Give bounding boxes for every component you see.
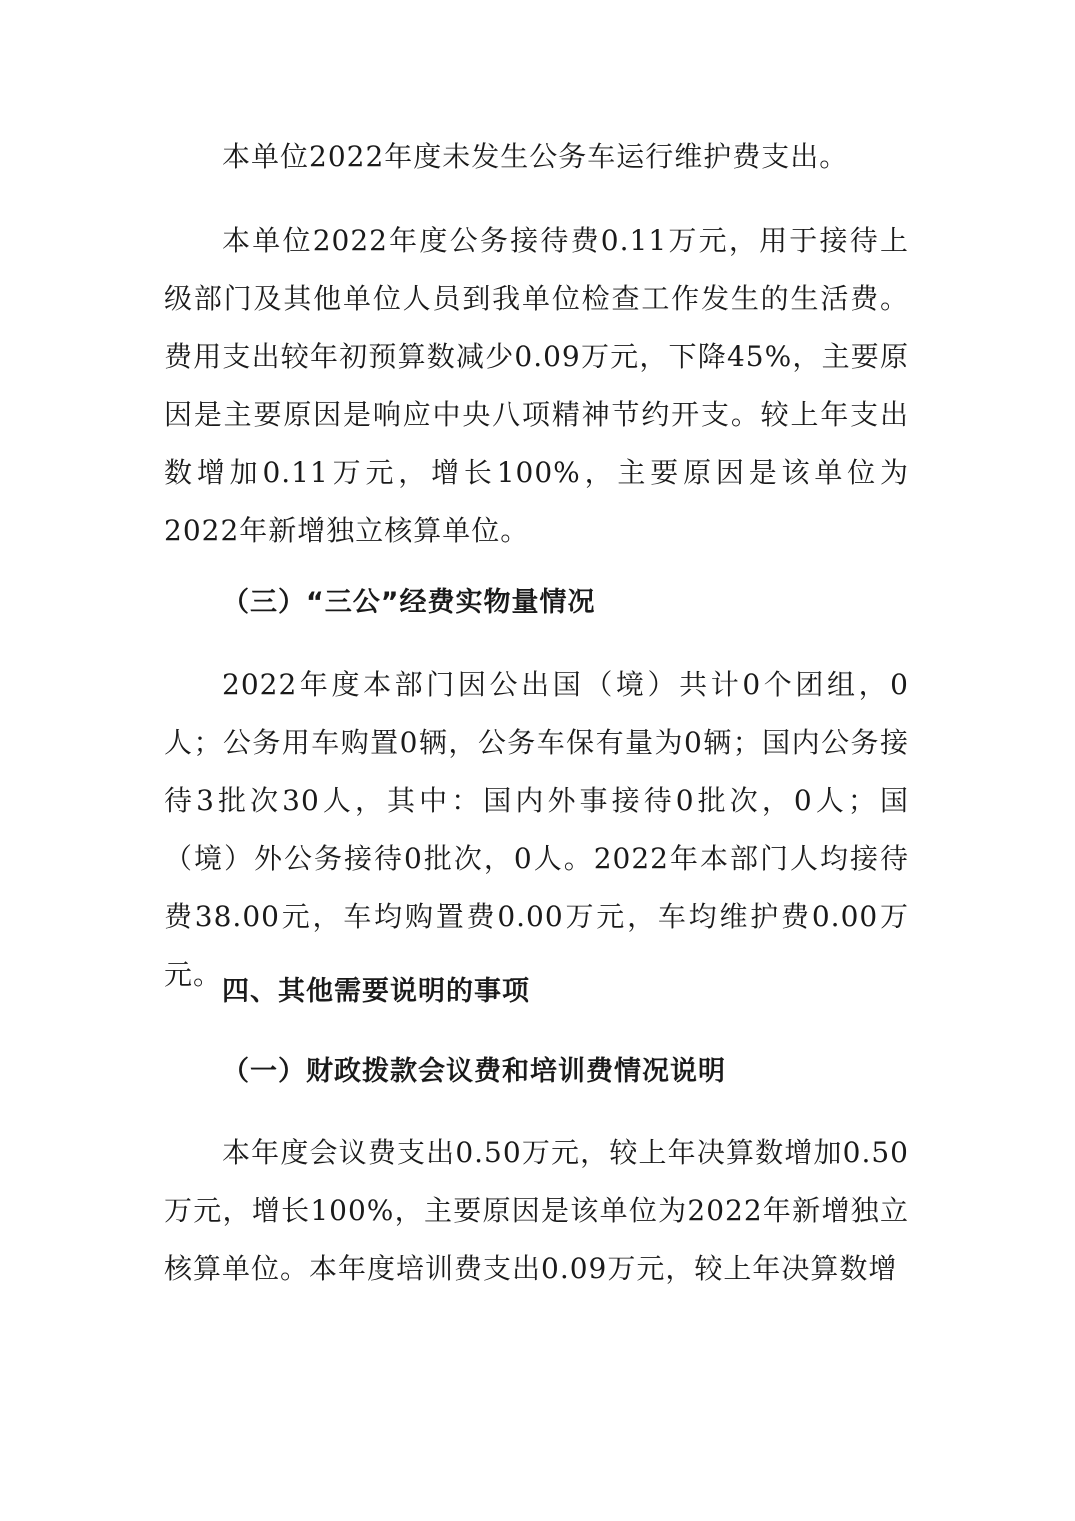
paragraph-physical-quantity: 2022年度本部门因公出国（境）共计0个团组，0人；公务用车购置0辆，公务车保有量为0辆；国内公务接待3批次30人，其中：国内外事接待0批次，0人；国（境）外公务接待0批次，0人。2022年本部门人均接待费38.00元，车均购置费0.00万元，车均维护费0.00万元。 (164, 668, 909, 991)
paragraph-vehicle-maintenance: 本单位2022年度未发生公务车运行维护费支出。 (222, 140, 849, 173)
paragraph-reception-expense: 本单位2022年度公务接待费0.11万元，用于接待上级部门及其他单位人员到我单位检查工作发生的生活费。费用支出较年初预算数减少0.09万元，下降45%，主要原因是主要原因是响应中央八项精神节约开支。较上年支出数增加0.11万元，增长100%，主要原因是该单位为2022年新增独立核算单位。 (164, 224, 909, 547)
section-heading-meeting-training: （一）财政拨款会议费和培训费情况说明 (222, 1056, 726, 1087)
paragraph-meeting-training: 本年度会议费支出0.50万元，较上年决算数增加0.50万元，增长100%，主要原因是该单位为2022年新增独立核算单位。本年度培训费支出0.09万元，较上年决算数增 (164, 1136, 909, 1285)
section-heading-physical-quantity: （三）“三公”经费实物量情况 (222, 587, 596, 618)
section-heading-other-matters: 四、其他需要说明的事项 (222, 976, 530, 1007)
